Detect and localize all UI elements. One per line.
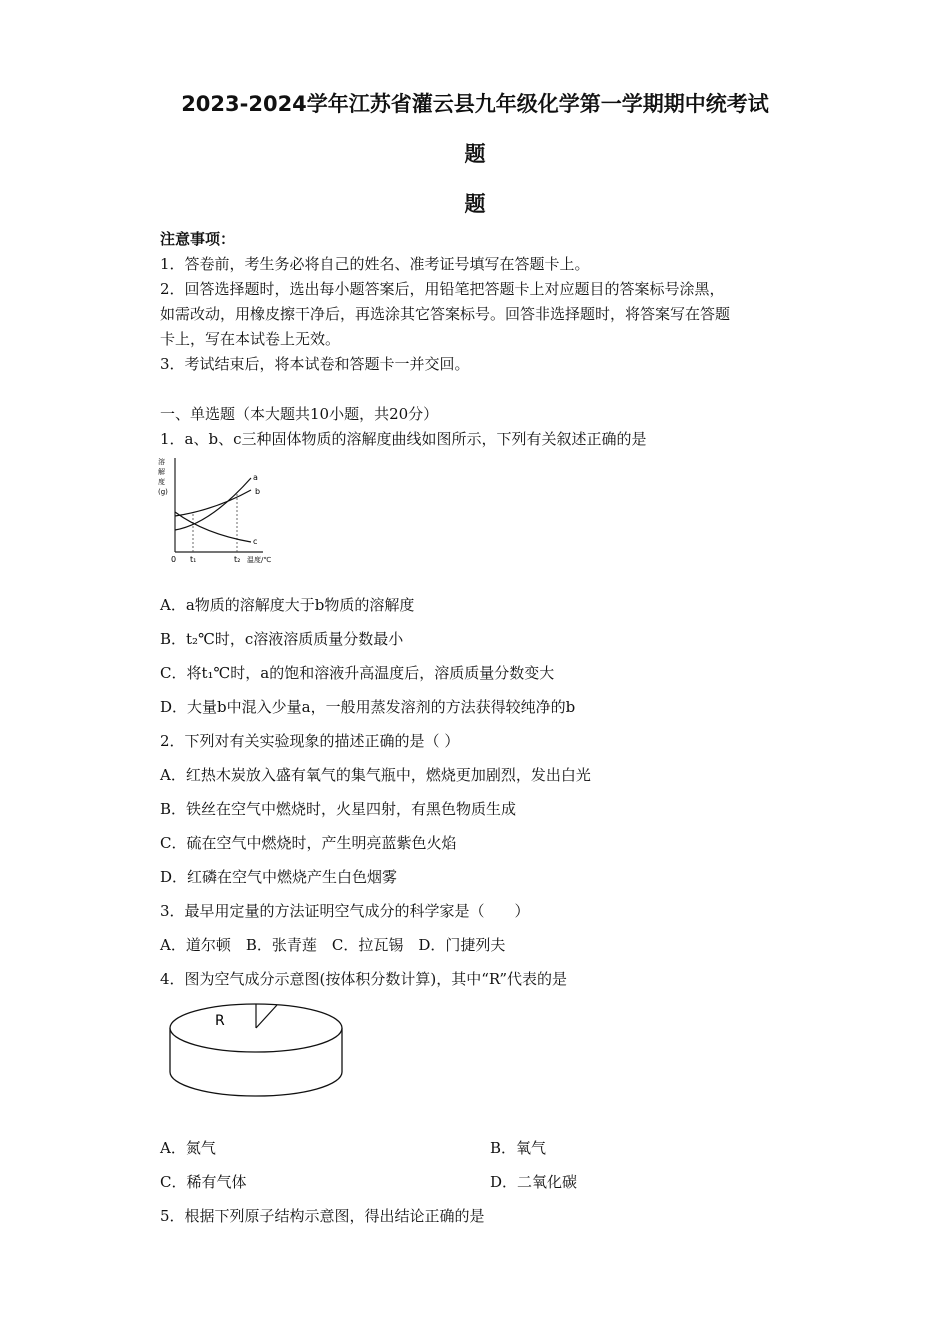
page-title-line2: 题 <box>464 142 486 166</box>
question-4-option-c: C．稀有气体 <box>160 1173 247 1191</box>
question-3-options: A．道尔顿 B．张青莲 C．拉瓦锡 D．门捷列夫 <box>160 936 506 954</box>
notice-item: 2．回答选择题时，选出每小题答案后，用铅笔把答题卡上对应题目的答案标号涂黑， <box>160 280 725 298</box>
section-heading: 一、单选题（本大题共10小题，共20分） <box>160 405 439 423</box>
notice-heading: 注意事项： <box>160 230 236 248</box>
y-axis-label: 溶 <box>158 458 165 466</box>
question-2-option-b: B．铁丝在空气中燃烧时，火星四射，有黑色物质生成 <box>160 800 517 818</box>
air-composition-figure <box>165 1000 355 1105</box>
origin-label: 0 <box>171 555 177 564</box>
curve-b-label: b <box>255 487 261 496</box>
question-2-option-a: A．红热木炭放入盛有氧气的集气瓶中，燃烧更加剧烈，发出白光 <box>160 766 591 784</box>
question-2-stem: 2．下列对有关实验现象的描述正确的是（ ） <box>160 732 460 750</box>
notice-item: 3．考试结束后，将本试卷和答题卡一并交回。 <box>160 355 470 373</box>
x-axis-label: 温度/℃ <box>247 556 272 564</box>
question-1-option-b: B．t₂℃时，c溶液溶质质量分数最小 <box>160 630 404 648</box>
question-5-stem: 5．根据下列原子结构示意图，得出结论正确的是 <box>160 1207 485 1225</box>
question-4-option-b: B．氧气 <box>490 1139 547 1157</box>
question-1-option-d: D．大量b中混入少量a，一般用蒸发溶剂的方法获得较纯净的b <box>160 698 576 716</box>
question-4-option-d: D．二氧化碳 <box>490 1173 578 1191</box>
question-2-option-d: D．红磷在空气中燃烧产生白色烟雾 <box>160 868 398 886</box>
y-axis-label-3: 度 <box>158 478 165 486</box>
solubility-curve-figure <box>155 452 275 572</box>
sector-r-label: R <box>215 1013 225 1029</box>
question-4-option-a: A．氮气 <box>160 1139 216 1157</box>
notice-item: 1．答卷前，考生务必将自己的姓名、准考证号填写在答题卡上。 <box>160 255 590 273</box>
y-axis-label-2: 解 <box>158 468 165 476</box>
curve-b <box>175 490 251 516</box>
question-1-option-c: C．将t₁℃时，a的饱和溶液升高温度后，溶质质量分数变大 <box>160 664 555 682</box>
question-1-option-a: A．a物质的溶解度大于b物质的溶解度 <box>160 596 415 614</box>
question-4-stem: 4．图为空气成分示意图(按体积分数计算)，其中“R”代表的是 <box>160 970 568 988</box>
question-2-option-c: C．硫在空气中燃烧时，产生明亮蓝紫色火焰 <box>160 834 457 852</box>
notice-item: 卡上，写在本试卷上无效。 <box>160 330 341 348</box>
page-title: 2023-2024学年江苏省灌云县九年级化学第一学期期中统考试 <box>181 92 769 116</box>
curve-a-label: a <box>253 473 258 482</box>
notice-item: 如需改动，用橡皮擦干净后，再选涂其它答案标号。回答非选择题时，将答案写在答题 <box>160 305 731 323</box>
page-title-line3: 题 <box>464 192 486 216</box>
t2-label: t₂ <box>234 555 241 564</box>
question-3-stem: 3．最早用定量的方法证明空气成分的科学家是（ ） <box>160 902 530 920</box>
curve-c-label: c <box>253 537 258 546</box>
t1-label: t₁ <box>190 555 197 564</box>
curve-a <box>175 478 251 530</box>
y-axis-label-4: (g) <box>158 488 168 496</box>
question-1-stem: 1．a、b、c三种固体物质的溶解度曲线如图所示，下列有关叙述正确的是 <box>160 430 647 448</box>
